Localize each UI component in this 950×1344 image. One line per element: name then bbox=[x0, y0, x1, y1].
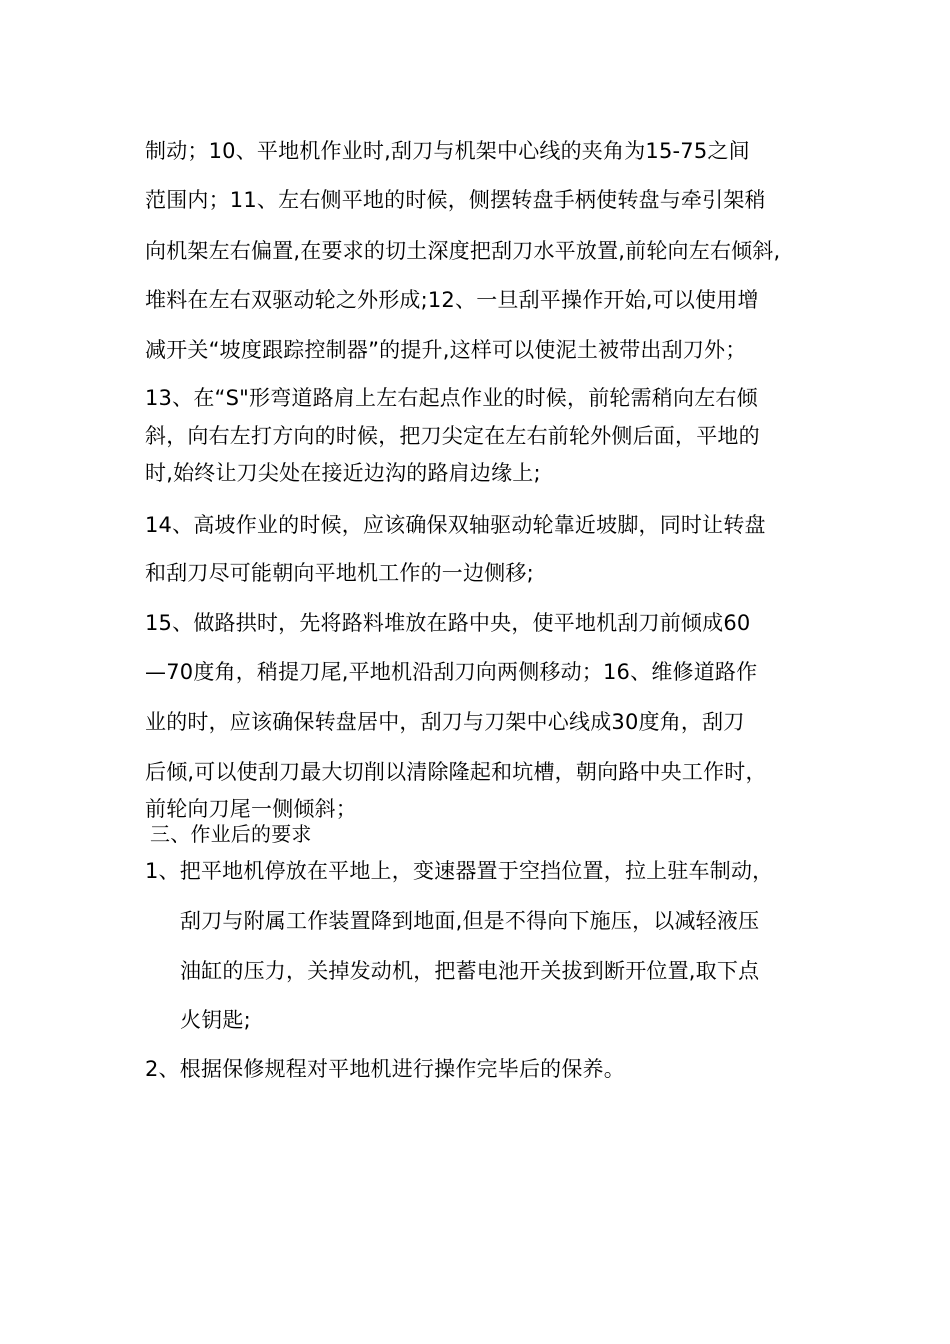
paragraph-line: 14、高坡作业的时候，应该确保双轴驱动轮靠近坡脚，同时让转盘 bbox=[145, 513, 766, 537]
paragraph-line: 减开关“坡度跟踪控制器”的提升,这样可以使泥土被带出刮刀外； bbox=[145, 338, 747, 362]
paragraph-line: 15、做路拱时，先将路料堆放在路中央，使平地机刮刀前倾成60 bbox=[145, 611, 751, 635]
list-item-line: 2、根据保修规程对平地机进行操作完毕后的保养。 bbox=[145, 1057, 625, 1081]
paragraph-line: 13、在“S"形弯道路肩上左右起点作业的时候，前轮需稍向左右倾 bbox=[145, 386, 758, 410]
list-item-line: 火钥匙; bbox=[180, 1008, 251, 1032]
paragraph-line: 斜，向右左打方向的时候，把刀尖定在左右前轮外侧后面，平地的 bbox=[145, 424, 760, 448]
section-heading: 三、作业后的要求 bbox=[150, 822, 312, 846]
paragraph-line: 时,始终让刀尖处在接近边沟的路肩边缘上; bbox=[145, 461, 541, 485]
paragraph-line: 前轮向刀尾一侧倾斜； bbox=[145, 797, 357, 821]
list-item-line: 1、把平地机停放在平地上，变速器置于空挡位置，拉上驻车制动， bbox=[145, 859, 774, 883]
paragraph-line: 范围内；11、左右侧平地的时候，侧摆转盘手柄使转盘与牵引架稍 bbox=[145, 188, 766, 212]
paragraph-line: 制动；10、平地机作业时,刮刀与机架中心线的夹角为15-75之间 bbox=[145, 139, 750, 163]
paragraph-line: 后倾,可以使刮刀最大切削以清除隆起和坑槽，朝向路中央工作时， bbox=[145, 760, 767, 784]
paragraph-line: 业的时，应该确保转盘居中，刮刀与刀架中心线成30度角，刮刀 bbox=[145, 710, 745, 734]
list-item-line: 刮刀与附属工作装置降到地面,但是不得向下施压，以减轻液压 bbox=[180, 909, 760, 933]
paragraph-line: 和刮刀尽可能朝向平地机工作的一边侧移; bbox=[145, 561, 534, 585]
paragraph-line: 向机架左右偏置,在要求的切土深度把刮刀水平放置,前轮向左右倾斜, bbox=[145, 239, 781, 263]
list-item-line: 油缸的压力，关掉发动机，把蓄电池开关拔到断开位置,取下点 bbox=[180, 959, 760, 983]
paragraph-line: 堆料在左右双驱动轮之外形成;12、一旦刮平操作开始,可以使用增 bbox=[145, 288, 759, 312]
paragraph-line: —70度角，稍提刀尾,平地机沿刮刀向两侧移动；16、维修道路作 bbox=[145, 660, 758, 684]
